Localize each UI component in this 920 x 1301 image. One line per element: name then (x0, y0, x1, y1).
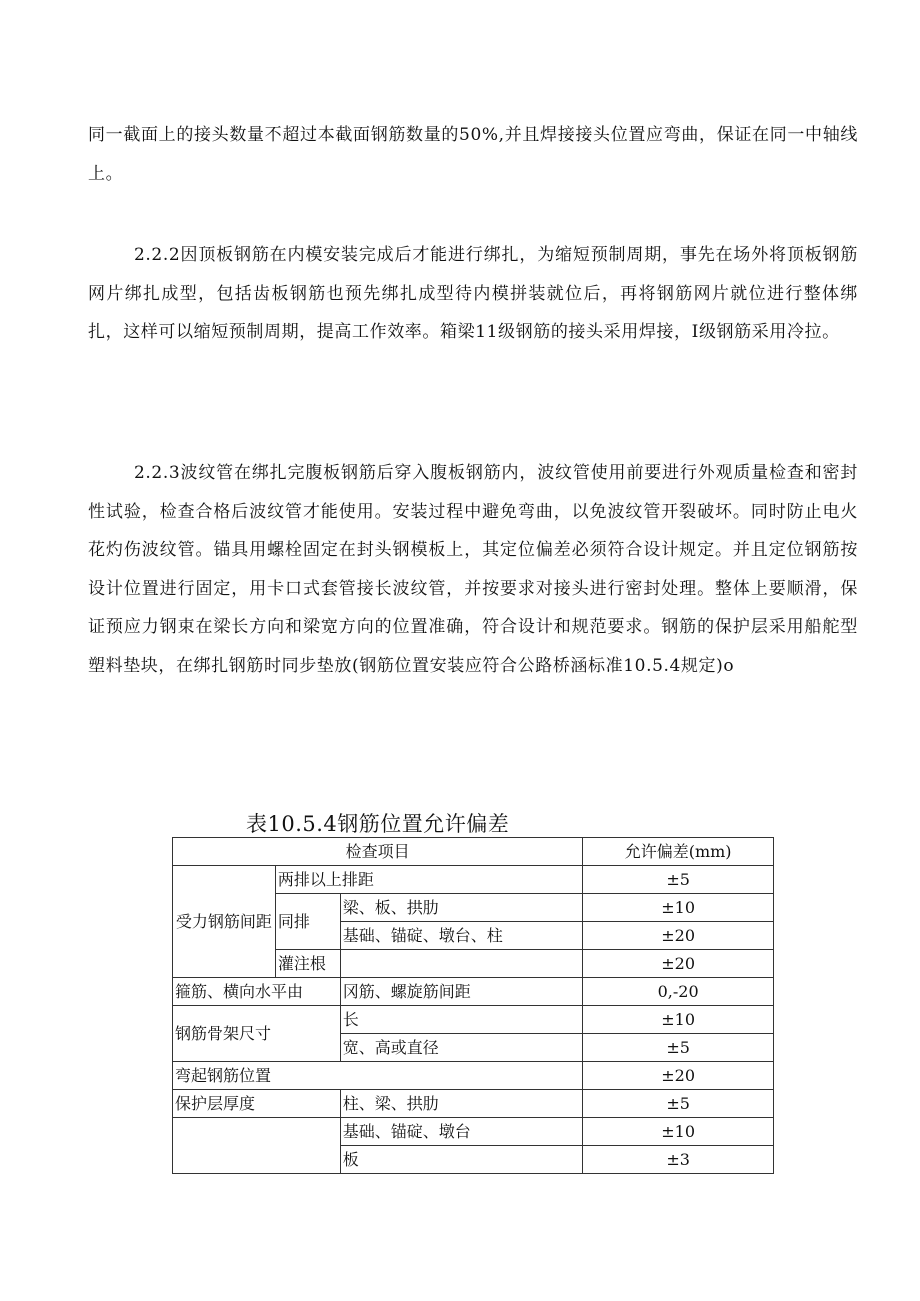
group-label: 钢筋骨架尺寸 (173, 1006, 341, 1062)
table-header-row (173, 838, 774, 866)
group-label: 受力钢筋间距 (173, 866, 276, 978)
row-label: 宽、高或直径 (340, 1034, 583, 1062)
header-tolerance: 允许偏差(mm) (583, 838, 774, 866)
group-label: 弯起钢筋位置 (173, 1062, 583, 1090)
row-value: ±20 (583, 950, 774, 978)
subgroup-label: 同排 (275, 894, 340, 950)
empty-cell (340, 950, 583, 978)
table-row (173, 1006, 774, 1034)
paragraph-2: 2.2.2因顶板钢筋在内模安装完成后才能进行绑扎，为缩短预制周期，事先在场外将顶板钢筋网片绑扎成型，包括齿板钢筋也预先绑扎成型待内模拼装就位后，再将钢筋网片就位进行整体绑扎，这样可以缩短预制周期，提高工作效率。箱梁11级钢筋的接头采用焊接，I级钢筋采用冷拉。 (88, 245, 858, 342)
table-row (173, 1118, 774, 1146)
table-row (173, 1090, 774, 1118)
group-label: 保护层厚度 (173, 1090, 341, 1118)
row-label: 梁、板、拱肋 (340, 894, 583, 922)
table-row (173, 1062, 774, 1090)
tolerance-table (172, 837, 774, 1174)
group-label: 箍筋、横向水平由 (173, 978, 341, 1006)
row-label: 长 (340, 1006, 583, 1034)
paragraph-1: 同一截面上的接头数量不超过本截面钢筋数量的50%,并且焊接接头位置应弯曲，保证在同一中轴线上。 (88, 125, 858, 184)
row-label: 柱、梁、拱肋 (340, 1090, 583, 1118)
table-row (173, 978, 774, 1006)
row-value: ±3 (583, 1146, 774, 1174)
table-row (173, 866, 774, 894)
row-value: ±20 (583, 1062, 774, 1090)
row-value: ±5 (583, 866, 774, 894)
row-value: ±20 (583, 922, 774, 950)
paragraph-3: 2.2.3波纹管在绑扎完腹板钢筋后穿入腹板钢筋内，波纹管使用前要进行外观质量检查和密封性试验，检查合格后波纹管才能使用。安装过程中避免弯曲，以免波纹管开裂破坏。同时防止电火花灼伤波纹管。锚具用螺栓固定在封头钢模板上，其定位偏差必须符合设计规定。并且定位钢筋按设计位置进行固定，用卡口式套管接长波纹管，并按要求对接头进行密封处理。整体上要顺滑，保证预应力钢束在梁长方向和梁宽方向的位置准确，符合设计和规范要求。钢筋的保护层采用船舵型塑料垫块，在绑扎钢筋时同步垫放(钢筋位置安装应符合公路桥涵标准10.5.4规定)o (88, 463, 858, 676)
table-caption: 表10.5.4钢筋位置允许偏差 (246, 812, 510, 836)
row-value: ±10 (583, 1118, 774, 1146)
row-label: 基础、锚碇、墩台、柱 (340, 922, 583, 950)
row-value: ±10 (583, 894, 774, 922)
row-label: 冈筋、螺旋筋间距 (340, 978, 583, 1006)
row-label: 基础、锚碇、墩台 (340, 1118, 583, 1146)
row-value: ±5 (583, 1034, 774, 1062)
empty-cell (173, 1118, 341, 1174)
row-label: 两排以上排距 (275, 866, 582, 894)
row-value: 0,-20 (583, 978, 774, 1006)
row-value: ±5 (583, 1090, 774, 1118)
row-value: ±10 (583, 1006, 774, 1034)
header-item: 检查项目 (173, 838, 583, 866)
row-label: 板 (340, 1146, 583, 1174)
row-label: 灌注根 (275, 950, 340, 978)
